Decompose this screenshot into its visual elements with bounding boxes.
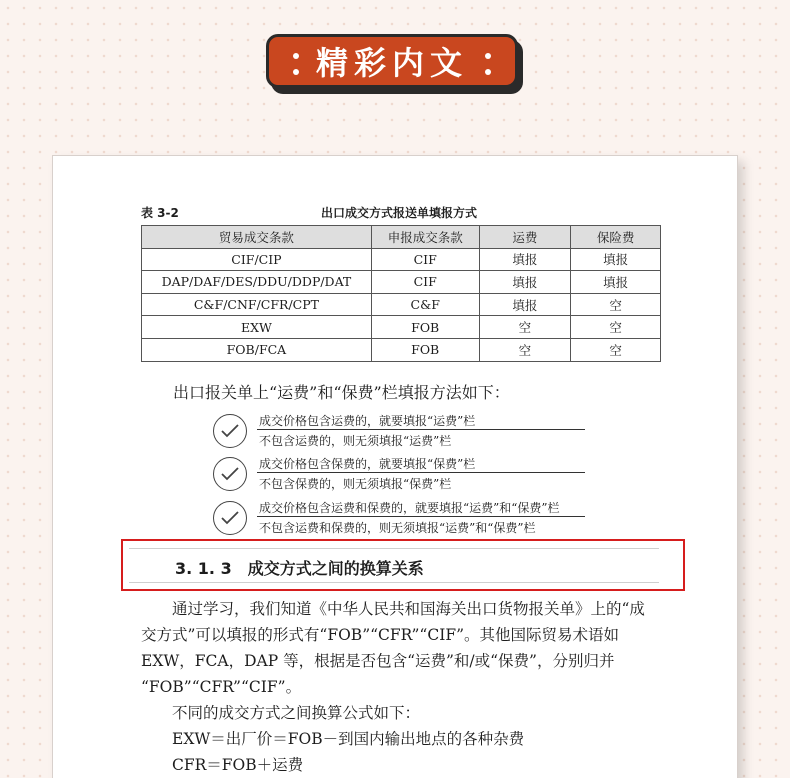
table-cell: 填报	[571, 271, 661, 294]
table-cell: EXW	[142, 316, 372, 339]
divider	[129, 582, 659, 583]
section-number: 3. 1. 3	[175, 559, 232, 578]
book-page	[52, 155, 738, 778]
divider	[257, 516, 585, 517]
table-cell: 空	[571, 338, 661, 361]
table-header-cell: 保险费	[571, 226, 661, 249]
checkmark-circle-icon	[213, 501, 247, 535]
table-row	[142, 293, 661, 316]
check-text-include: 成交价格包含运费和保费的，就要填报“运费”和“保费”栏	[259, 501, 560, 515]
divider	[257, 429, 585, 430]
table-cell: 填报	[479, 248, 571, 271]
table-cell: 空	[571, 316, 661, 339]
table-row	[142, 316, 661, 339]
banner-dots-left	[293, 53, 299, 75]
paragraph-line: 交方式”可以填报的形式有“FOB”“CFR”“CIF”。其他国际贸易术语如	[141, 626, 619, 644]
check-text-exclude: 不包含运费的，则无须填报“运费”栏	[259, 434, 452, 448]
paragraph-line: “FOB”“CFR”“CIF”。	[141, 678, 302, 696]
table-row	[142, 338, 661, 361]
table-cell: FOB	[371, 316, 479, 339]
table-row	[142, 248, 661, 271]
check-item	[213, 497, 593, 541]
paragraph-line: EXW，FCA，DAP 等，根据是否包含“运费”和/或“保费”，分别归并	[141, 652, 615, 670]
table-header-cell: 贸易成交条款	[142, 226, 372, 249]
table-number: 表 3-2	[141, 206, 179, 220]
table-cell: CIF	[371, 271, 479, 294]
table-cell: DAP/DAF/DES/DDU/DDP/DAT	[142, 271, 372, 294]
table-row	[142, 271, 661, 294]
checkmark-circle-icon	[213, 414, 247, 448]
table-cell: CIF	[371, 248, 479, 271]
section-title: 成交方式之间的换算关系	[247, 559, 424, 578]
banner-title: 精彩内文	[315, 44, 468, 82]
formula-line: EXW＝出厂价＝FOB－到国内输出地点的各种杂费	[172, 730, 525, 748]
paragraph-line: 不同的成交方式之间换算公式如下：	[172, 704, 421, 722]
table-cell: FOB	[371, 338, 479, 361]
divider	[257, 472, 585, 473]
checkmark-circle-icon	[213, 457, 247, 491]
table-cell: 填报	[571, 248, 661, 271]
body-text	[141, 596, 661, 778]
table-cell: 空	[479, 338, 571, 361]
section-banner	[266, 34, 518, 88]
table-cell: CIF/CIP	[142, 248, 372, 271]
filing-method-table	[141, 225, 661, 362]
table-cell: C&F/CNF/CFR/CPT	[142, 293, 372, 316]
table-header-cell: 运费	[479, 226, 571, 249]
check-text-exclude: 不包含运费和保费的，则无须填报“运费”和“保费”栏	[259, 521, 536, 535]
table-title: 出口成交方式报送单填报方式	[321, 206, 478, 220]
formula-line: CFR＝FOB＋运费	[172, 756, 304, 774]
check-item	[213, 410, 593, 454]
check-item	[213, 453, 593, 497]
table-cell: 填报	[479, 271, 571, 294]
table-cell: FOB/FCA	[142, 338, 372, 361]
table-cell: 空	[571, 293, 661, 316]
check-text-exclude: 不包含保费的，则无须填报“保费”栏	[259, 477, 452, 491]
table-header-cell: 申报成交条款	[371, 226, 479, 249]
check-text-include: 成交价格包含保费的，就要填报“保费”栏	[259, 457, 476, 471]
table-cell: 填报	[479, 293, 571, 316]
section-heading	[175, 556, 424, 579]
filing-method-intro: 出口报关单上“运费”和“保费”栏填报方法如下：	[173, 383, 510, 402]
table-cell: C&F	[371, 293, 479, 316]
table-header-row	[142, 226, 661, 249]
check-text-include: 成交价格包含运费的，就要填报“运费”栏	[259, 414, 476, 428]
table-cell: 空	[479, 316, 571, 339]
banner-dots-right	[485, 53, 491, 75]
paragraph-line: 通过学习，我们知道《中华人民共和国海关出口货物报关单》上的“成	[172, 600, 645, 618]
